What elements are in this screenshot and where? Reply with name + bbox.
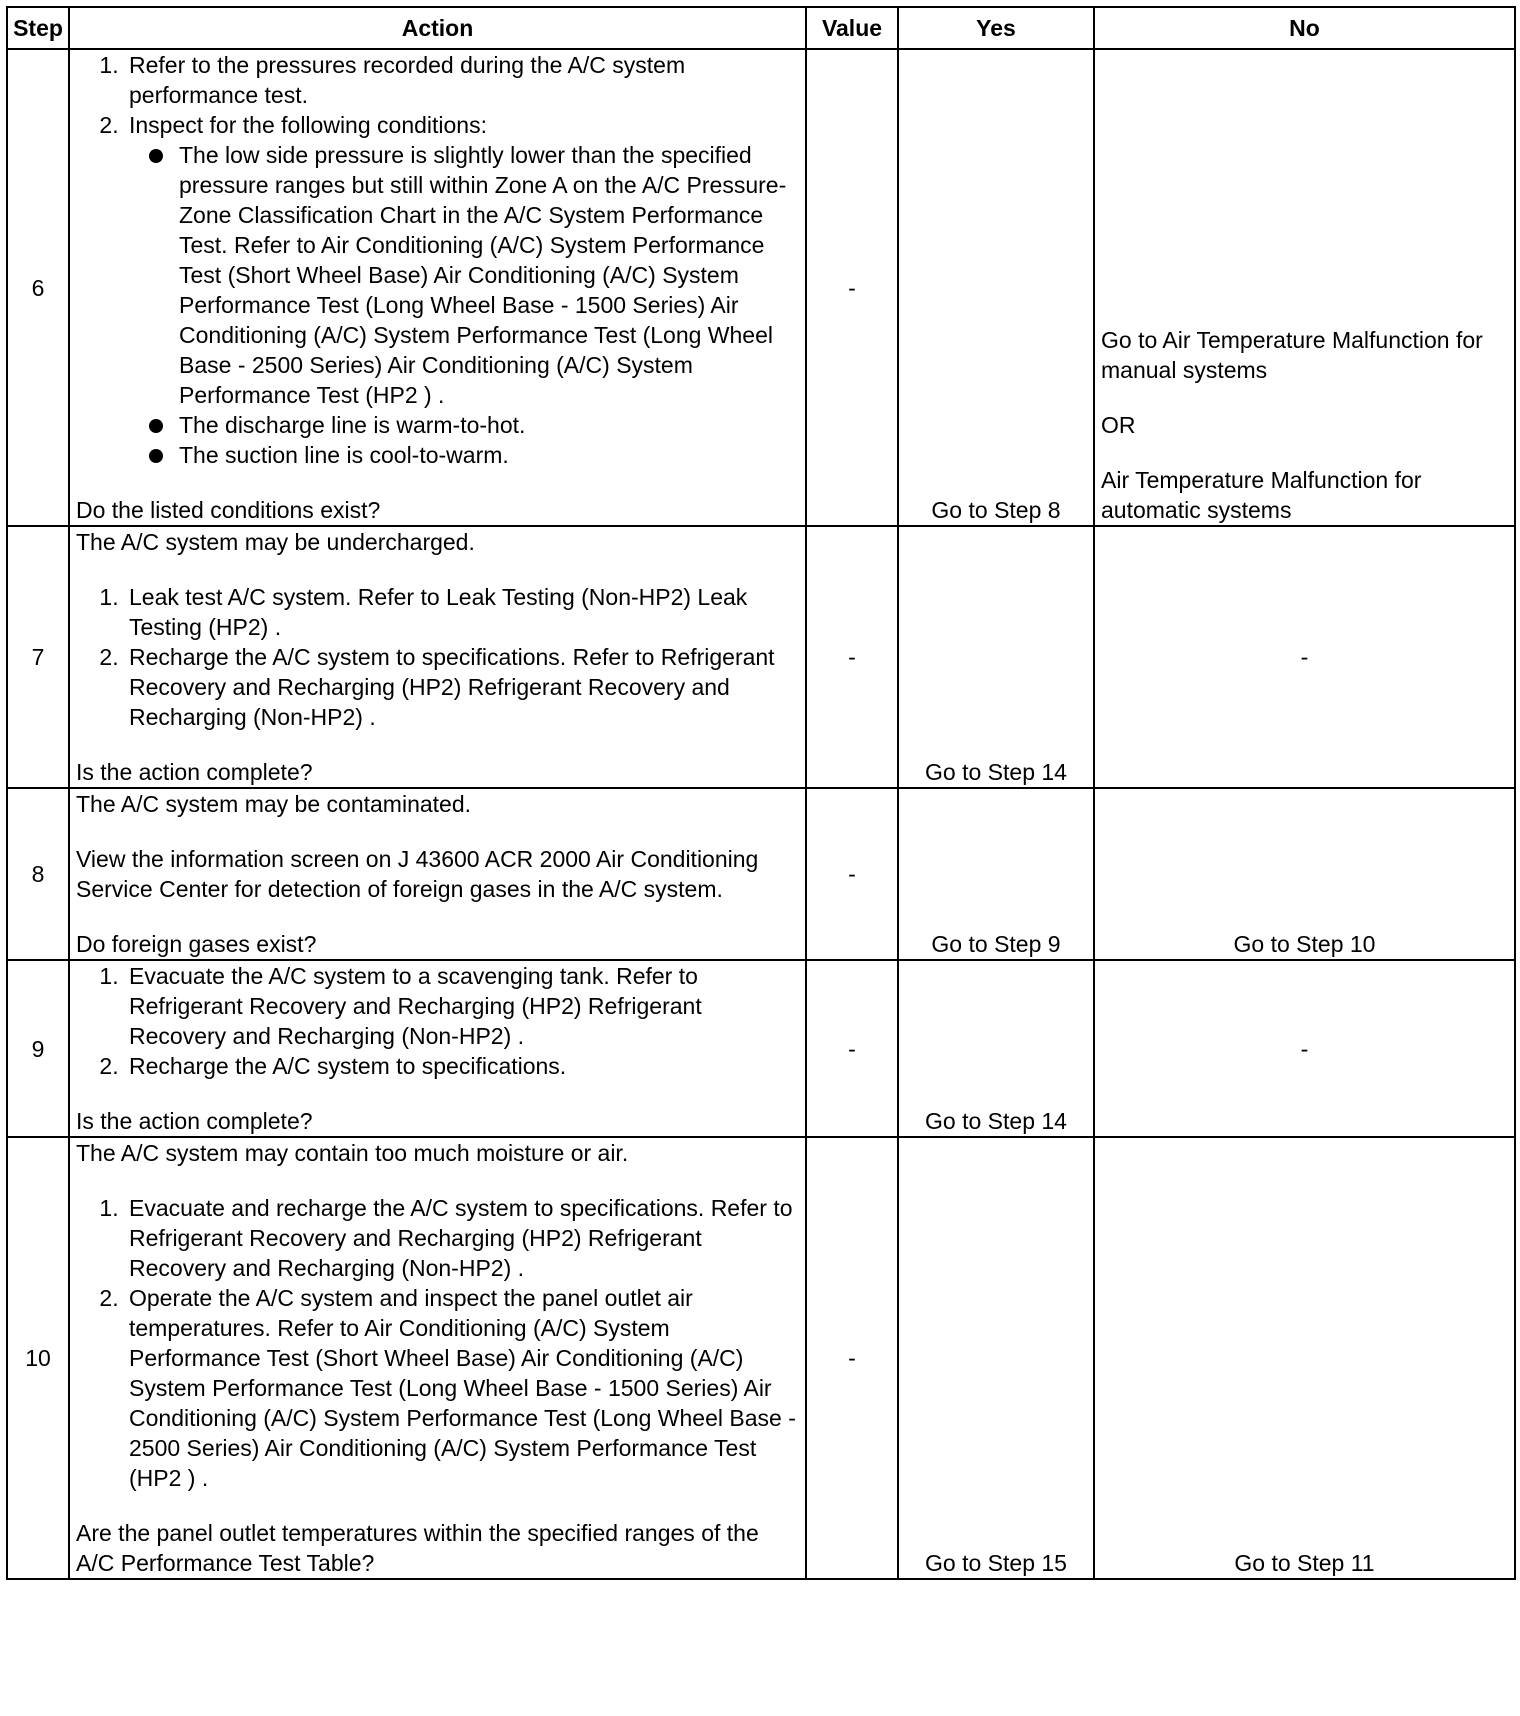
value-cell: - — [806, 1137, 898, 1579]
action-cell — [69, 1137, 806, 1579]
yes-cell: Go to Step 14 — [898, 526, 1094, 788]
action-intro: The A/C system may be contaminated. — [76, 791, 472, 817]
header-value: Value — [806, 7, 898, 49]
diagnostic-table-container — [6, 6, 1514, 1580]
header-yes: Yes — [898, 7, 1094, 49]
no-cell: - — [1094, 526, 1515, 788]
action-list-item: 2. Recharge the A/C system to specifications. Refer to Refrigerant Recovery and Recharging (HP2) Refrigerant Recovery and Recharging (Non-HP2) . — [125, 642, 799, 732]
step-number: 9 — [7, 960, 69, 1137]
header-no: No — [1094, 7, 1515, 49]
no-cell: - — [1094, 960, 1515, 1137]
action-intro: The A/C system may contain too much moisture or air. — [76, 1140, 629, 1166]
action-cell — [69, 960, 806, 1137]
action-list-item: 1. Evacuate and recharge the A/C system to specifications. Refer to Refrigerant Recovery and Recharging (HP2) Refrigerant Recovery and Recharging (Non-HP2) . — [125, 1193, 799, 1283]
yes-cell: Go to Step 8 — [898, 49, 1094, 526]
action-cell — [69, 788, 806, 960]
step-number: 7 — [7, 526, 69, 788]
no-cell: Go to Step 10 — [1094, 788, 1515, 960]
step-number: 6 — [7, 49, 69, 526]
condition-item: The discharge line is warm-to-hot. — [179, 410, 799, 440]
table-row — [7, 49, 1515, 526]
action-question: Is the action complete? — [76, 759, 313, 785]
condition-list — [129, 140, 799, 470]
yes-cell: Go to Step 14 — [898, 960, 1094, 1137]
value-cell: - — [806, 49, 898, 526]
action-item-text: Refer to the pressures recorded during the A/C system performance test. — [129, 52, 686, 108]
action-question: Do foreign gases exist? — [76, 931, 317, 957]
diagnostic-table — [6, 6, 1516, 1580]
action-question: Is the action complete? — [76, 1108, 313, 1134]
action-list-item: 1. Evacuate the A/C system to a scavenging tank. Refer to Refrigerant Recovery and Recharging (HP2) Refrigerant Recovery and Recharging (Non-HP2) . — [125, 961, 799, 1051]
action-list-item: 2. Recharge the A/C system to specifications. — [125, 1051, 799, 1081]
action-cell — [69, 49, 806, 526]
action-list-item: 1. Leak test A/C system. Refer to Leak Testing (Non-HP2) Leak Testing (HP2) . — [125, 582, 799, 642]
action-list — [76, 582, 799, 732]
action-list-item: 2. Operate the A/C system and inspect the panel outlet air temperatures. Refer to Air Conditioning (A/C) System Performance Test (Short Wheel Base) Air Conditioning (A/C) System Performance Test (Long Wheel Base - 1500 Series) Air Conditioning (A/C) System Performance Test (Long Wheel Base - 2500 Series) Air Conditioning (A/C) System Performance Test (HP2 ) . — [125, 1283, 799, 1493]
condition-item: The low side pressure is slightly lower than the specified pressure ranges but still within Zone A on the A/C Pressure-Zone Classification Chart in the A/C System Performance Test. Refer to Air Conditioning (A/C) System Performance Test (Short Wheel Base) Air Conditioning (A/C) System Performance Test (Long Wheel Base - 1500 Series) Air Conditioning (A/C) System Performance Test (Long Wheel Base - 2500 Series) Air Conditioning (A/C) System Performance Test (HP2 ) . — [179, 140, 799, 410]
table-row — [7, 526, 1515, 788]
value-cell: - — [806, 960, 898, 1137]
action-list-item — [125, 110, 799, 470]
action-text: View the information screen on J 43600 ACR 2000 Air Conditioning Service Center for detection of foreign gases in the A/C system. — [76, 846, 759, 902]
yes-cell: Go to Step 15 — [898, 1137, 1094, 1579]
action-intro: The A/C system may be undercharged. — [76, 529, 475, 555]
table-row — [7, 788, 1515, 960]
action-list — [76, 961, 799, 1081]
value-cell: - — [806, 526, 898, 788]
no-cell — [1094, 49, 1515, 526]
no-or-label: OR — [1101, 412, 1136, 438]
table-row — [7, 960, 1515, 1137]
action-list — [76, 50, 799, 470]
step-number: 10 — [7, 1137, 69, 1579]
condition-item: The suction line is cool-to-warm. — [179, 440, 799, 470]
no-option-manual: Go to Air Temperature Malfunction for manual systems — [1101, 327, 1483, 383]
header-step: Step — [7, 7, 69, 49]
action-list-item — [125, 50, 799, 110]
no-option-automatic: Air Temperature Malfunction for automatic systems — [1101, 467, 1422, 523]
value-cell: - — [806, 788, 898, 960]
step-number: 8 — [7, 788, 69, 960]
yes-cell: Go to Step 9 — [898, 788, 1094, 960]
table-row — [7, 1137, 1515, 1579]
action-list — [76, 1193, 799, 1493]
header-action: Action — [69, 7, 806, 49]
action-item-text: Inspect for the following conditions: — [129, 112, 487, 138]
action-question: Do the listed conditions exist? — [76, 497, 381, 523]
action-question: Are the panel outlet temperatures within the specified ranges of the A/C Performance Test Table? — [76, 1520, 759, 1576]
action-cell — [69, 526, 806, 788]
header-row — [7, 7, 1515, 49]
no-cell: Go to Step 11 — [1094, 1137, 1515, 1579]
